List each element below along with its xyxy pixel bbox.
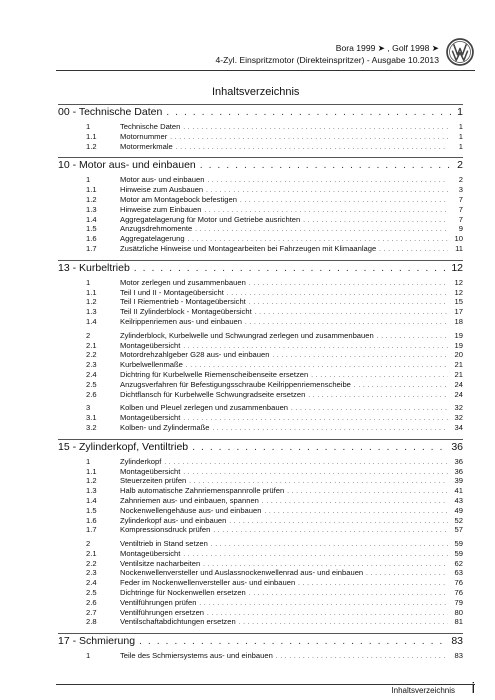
toc-section [58,260,463,433]
toc-entry[interactable] [58,215,463,225]
toc-entry-title: Motornummer [120,131,168,141]
toc-entry-page: 32 [454,413,463,423]
page-title: Inhaltsverzeichnis [212,86,300,98]
toc-entry-title: Aggregatelagerung für Motor und Getriebe ausrichten [120,214,301,224]
toc-entry-number: 1 [86,277,91,287]
toc-entry[interactable] [58,457,463,467]
toc-section-title: 00 - Technische Daten [58,106,163,118]
toc-section-title: 13 - Kurbeltrieb [58,261,130,274]
toc-entry-page: 59 [454,539,463,549]
dot-leader [192,441,447,453]
toc-entry[interactable] [58,423,463,433]
toc-entry[interactable] [58,297,463,307]
toc-entry-title: Nockenwellenversteller und Auslassnockenwellenrad aus- und einbauen [120,568,364,578]
toc-entry-title: Zylinderkopf aus- und einbauen [120,515,227,525]
toc-entry-page: 36 [454,466,463,476]
toc-entry-title: Teil I und II - Montageübersicht [120,287,224,297]
dot-leader [379,247,448,253]
toc-entry-title: Halb automatische Zahnriemenspannrolle prüfen [120,486,285,496]
toc-section-title: 15 - Zylinderkopf, Ventiltrieb [58,440,189,453]
toc-entry[interactable] [58,244,463,254]
toc-entry-page: 83 [454,651,463,661]
toc-entry-page: 39 [454,476,463,486]
dot-leader [287,489,448,495]
toc-entry-number: 2.5 [86,588,97,598]
toc-entry[interactable] [58,506,463,516]
toc-entry-page: 21 [454,369,463,379]
toc-entry-number: 1.1 [86,466,97,476]
toc-entry-title: Montageübersicht [120,413,181,423]
toc-entry-page: 11 [455,243,463,253]
toc-entry-number: 2.7 [86,607,97,617]
footer-label: Inhaltsverzeichnis [391,686,455,695]
toc-entry-title: Teil II Zylinderblock - Montageübersicht [120,307,252,317]
toc-entry-title: Teile des Schmiersystems aus- und einbauen [120,651,273,661]
toc-entry-title: Technische Daten [120,122,181,131]
toc-entry-page: 24 [454,389,463,399]
toc-entry[interactable] [58,578,463,588]
toc-entry-number: 1.2 [86,194,97,204]
toc-entry[interactable] [58,278,463,288]
dot-leader [262,499,448,505]
toc-entry-number: 1.7 [86,243,97,253]
toc-entry-page: 3 [458,185,463,195]
toc-entry-page: 76 [454,588,463,598]
toc-entry[interactable] [58,370,463,380]
toc-entry-page: 12 [454,277,463,287]
toc-entry-page: 9 [458,224,463,234]
toc-entry-page: 80 [454,607,463,617]
dot-leader [291,406,448,412]
toc-entry[interactable] [58,549,463,559]
toc-entry-number: 1.4 [86,495,97,505]
toc-entry-number: 1.1 [86,131,97,141]
toc-entry-number: 2.3 [86,568,97,578]
toc-entry-number: 1.2 [86,141,97,151]
footer-divider [56,684,475,685]
toc-entry-title: Kolben- und Zylindermaße [120,422,210,432]
dot-leader [272,353,448,359]
dot-leader [249,591,448,597]
toc-entry[interactable] [58,598,463,608]
toc-entry-number: 1.1 [86,287,97,297]
toc-entry-page: 17 [454,307,463,317]
dot-leader [211,542,448,548]
table-of-contents [58,98,463,661]
toc-entry-page: 41 [454,486,463,496]
dot-leader [308,393,448,399]
toc-entry-page: 21 [454,360,463,370]
dot-leader [255,310,448,316]
toc-entry[interactable] [58,476,463,486]
toc-entry[interactable] [58,413,463,423]
toc-section [58,157,463,253]
toc-entry-page: 43 [454,495,463,505]
toc-entry-number: 2.4 [86,578,97,588]
toc-section-page: 1 [457,106,463,118]
dot-leader [183,470,448,476]
toc-entry-page: 32 [454,403,463,413]
toc-entry-number: 1.3 [86,307,97,317]
toc-section-title: 10 - Motor aus- und einbauen [58,159,196,172]
toc-entry-page: 81 [454,617,463,627]
toc-entry-number: 3.2 [86,422,97,432]
toc-entry-page: 19 [454,330,463,340]
dot-leader [183,344,448,350]
dot-leader [170,135,448,141]
toc-entry-title: Teil I Riementrieb - Montageübersicht [120,297,246,307]
toc-section [58,633,463,661]
toc-entry[interactable] [58,608,463,618]
toc-entry-title: Ventilschaftabdichtungen ersetzen [120,617,236,627]
toc-entry[interactable] [58,195,463,205]
toc-entry-title: Ventilführungen prüfen [120,597,197,607]
dot-leader [240,198,448,204]
toc-section-heading[interactable] [58,633,463,651]
toc-entry-title: Hinweise zum Ausbauen [120,185,204,195]
vw-logo-icon [446,38,474,66]
dot-leader [166,106,453,118]
dot-leader [213,528,448,534]
toc-entry[interactable] [58,588,463,598]
toc-entry-number: 3.1 [86,413,97,423]
toc-section-page: 83 [451,635,463,648]
dot-leader [206,188,448,194]
toc-entry-title: Ventilsitze nacharbeiten [120,558,201,568]
toc-entry-page: 20 [454,350,463,360]
toc-section-heading[interactable] [58,104,463,122]
dot-leader [354,383,448,389]
toc-entry-title: Dichtring für Kurbelwelle Riemenscheibenseite ersetzen [120,369,309,379]
dot-leader [249,300,448,306]
toc-entry-page: 1 [458,131,463,141]
toc-entry[interactable] [58,516,463,526]
toc-entry[interactable] [58,350,463,360]
toc-entry-page: 24 [454,379,463,389]
toc-entry-title: Kolben und Pleuel zerlegen und zusammenbauen [120,403,289,413]
toc-entry[interactable] [58,224,463,234]
toc-entry-title: Kurbelwellenmaße [120,360,183,370]
dot-leader [204,208,448,214]
toc-entry[interactable] [58,307,463,317]
dot-leader [298,581,448,587]
dot-leader [188,237,448,243]
toc-entry-number: 3 [86,403,91,413]
toc-entry-title: Keilrippenriemen aus- und einbauen [120,316,243,326]
header-divider [56,70,475,71]
toc-entry-number: 2.6 [86,389,97,399]
toc-entry[interactable] [58,288,463,298]
toc-entry-title: Kompressionsdruck prüfen [120,525,211,535]
toc-entry-title: Nockenwellengehäuse aus- und einbauen [120,505,262,515]
footer-page-number: i [471,680,475,697]
toc-entry-title: Montageübersicht [120,340,181,350]
toc-entry-page: 7 [458,214,463,224]
dot-leader [195,227,448,233]
dot-leader [229,519,448,525]
toc-entry-page: 15 [454,297,463,307]
toc-entry-number: 1.2 [86,476,97,486]
toc-entry-number: 1 [86,175,91,185]
header-text [215,42,439,66]
dot-leader [186,363,448,369]
toc-entry-page: 19 [454,340,463,350]
toc-entry-page: 18 [454,316,463,326]
toc-entry-number: 1 [86,651,91,661]
dot-leader [249,281,448,287]
toc-entry-number: 2.3 [86,360,97,370]
dot-leader [239,620,448,626]
toc-entry-number: 2.2 [86,350,97,360]
toc-entry-page: 2 [458,175,463,185]
toc-entry[interactable] [58,486,463,496]
dot-leader [366,571,448,577]
toc-entry-title: Aggregatelagerung [120,234,185,244]
dot-leader [183,552,448,558]
toc-section-page: 2 [457,159,463,172]
toc-entry-page: 52 [454,515,463,525]
toc-entry-title: Motor aus- und einbauen [120,175,205,185]
toc-section-heading[interactable] [58,439,463,457]
toc-entry-page: 36 [454,456,463,466]
toc-entry-number: 2.6 [86,597,97,607]
toc-entry-page: 63 [454,568,463,578]
toc-entry-title: Dichtflansch für Kurbelwelle Schwungradseite ersetzen [120,389,306,399]
toc-entry-title: Anzugsdrehmomente [120,224,193,234]
toc-entry-number: 1.6 [86,515,97,525]
toc-entry-page: 10 [454,234,463,244]
toc-entry[interactable] [58,403,463,413]
dot-leader [203,562,448,568]
toc-entry[interactable] [58,360,463,370]
toc-entry-number: 1 [86,122,91,131]
toc-entry-title: Zylinderblock, Kurbelwelle und Schwungrad zerlegen und zusammenbauen [120,330,374,340]
toc-entry-number: 2.1 [86,548,97,558]
toc-entry[interactable] [58,496,463,506]
header-models: Bora 1999 ➤ , Golf 1998 ➤ [335,43,439,53]
toc-entry[interactable] [58,525,463,535]
toc-entry-title: Anzugsverfahren für Befestigungsschraube Keilrippenriemenscheibe [120,379,351,389]
toc-entry-number: 2 [86,330,91,340]
toc-entry-number: 1.4 [86,214,97,224]
toc-entry-page: 62 [454,558,463,568]
toc-entry[interactable] [58,132,463,142]
toc-entry-page: 34 [454,422,463,432]
toc-entry-number: 1.5 [86,224,97,234]
toc-entry-title: Montageübersicht [120,466,181,476]
dot-leader [303,218,448,224]
toc-entry[interactable] [58,205,463,215]
toc-entry-number: 1.7 [86,525,97,535]
toc-entry-number: 2.5 [86,379,97,389]
dot-leader [377,334,448,340]
toc-entry-title: Ventiltrieb in Stand setzen [120,539,208,549]
toc-entry-title: Feder im Nockenwellenversteller aus- und einbauen [120,578,296,588]
toc-entry-number: 2 [86,539,91,549]
toc-entry-title: Zusätzliche Hinweise und Montagearbeiten bei Fahrzeugen mit Klimaanlage [120,243,377,253]
toc-entry-title: Motor am Montagebock befestigen [120,194,237,204]
dot-leader [276,654,448,660]
toc-entry-page: 79 [454,597,463,607]
toc-entry[interactable] [58,122,463,132]
toc-section [58,439,463,628]
toc-entry[interactable] [58,142,463,152]
toc-entry-number: 1.1 [86,185,97,195]
toc-entry-page: 12 [454,287,463,297]
toc-entry[interactable] [58,331,463,341]
toc-entry-title: Hinweise zum Einbauen [120,204,202,214]
toc-entry[interactable] [58,568,463,578]
toc-entry[interactable] [58,341,463,351]
dot-leader [164,460,448,466]
dot-leader [139,635,447,647]
toc-section-heading[interactable] [58,260,463,278]
toc-entry-page: 57 [454,525,463,535]
toc-entry[interactable] [58,651,463,661]
toc-entry[interactable] [58,617,463,627]
toc-section-page: 36 [451,440,463,453]
toc-section [58,104,463,151]
dot-leader [134,262,448,274]
toc-entry-title: Montageübersicht [120,548,181,558]
toc-entry-number: 2.2 [86,558,97,568]
toc-entry-number: 1 [86,456,91,466]
toc-entry[interactable] [58,390,463,400]
toc-entry-page: 1 [458,122,463,131]
toc-entry-title: Motordrehzahlgeber G28 aus- und einbauen [120,350,270,360]
toc-entry-title: Zylinderkopf [120,456,162,466]
toc-entry-number: 1.2 [86,297,97,307]
toc-entry[interactable] [58,539,463,549]
toc-entry[interactable] [58,380,463,390]
toc-entry-title: Dichtringe für Nockenwellen ersetzen [120,588,246,598]
dot-leader [245,320,448,326]
toc-entry[interactable] [58,175,463,185]
toc-entry[interactable] [58,559,463,569]
toc-entry-title: Zahnriemen aus- und einbauen, spannen [120,495,259,505]
header-engine: 4-Zyl. Einspritzmotor (Direkteinspritzer) - Ausgabe 10.2013 [215,55,439,65]
toc-entry-title: Motor zerlegen und zusammenbauen [120,277,246,287]
toc-entry-number: 1.6 [86,234,97,244]
dot-leader [189,479,448,485]
toc-entry-number: 2.4 [86,369,97,379]
toc-entry[interactable] [58,317,463,327]
toc-entry-page: 1 [458,141,463,151]
dot-leader [183,416,448,422]
dot-leader [176,145,448,151]
dot-leader [199,601,448,607]
toc-entry-page: 49 [454,505,463,515]
dot-leader [311,373,448,379]
toc-entry-number: 1.3 [86,204,97,214]
dot-leader [207,178,448,184]
toc-entry-number: 2.8 [86,617,97,627]
toc-entry-page: 7 [458,204,463,214]
toc-entry[interactable] [58,185,463,195]
toc-section-heading[interactable] [58,157,463,175]
toc-entry-page: 76 [454,578,463,588]
toc-entry-title: Motormerkmale [120,141,173,151]
toc-entry[interactable] [58,467,463,477]
dot-leader [227,291,448,297]
dot-leader [207,611,448,617]
dot-leader [212,426,448,432]
dot-leader [183,125,448,131]
toc-entry-number: 1.5 [86,505,97,515]
toc-entry-title: Ventilführungen ersetzen [120,607,205,617]
dot-leader [264,509,448,515]
toc-section-page: 12 [451,261,463,274]
toc-section-title: 17 - Schmierung [58,635,136,648]
toc-entry-number: 2.1 [86,340,97,350]
toc-entry-number: 1.4 [86,316,97,326]
toc-entry[interactable] [58,234,463,244]
toc-entry-title: Steuerzeiten prüfen [120,476,187,486]
dot-leader [200,159,453,171]
toc-entry-page: 7 [458,194,463,204]
toc-entry-page: 59 [454,548,463,558]
toc-entry-number: 1.3 [86,486,97,496]
